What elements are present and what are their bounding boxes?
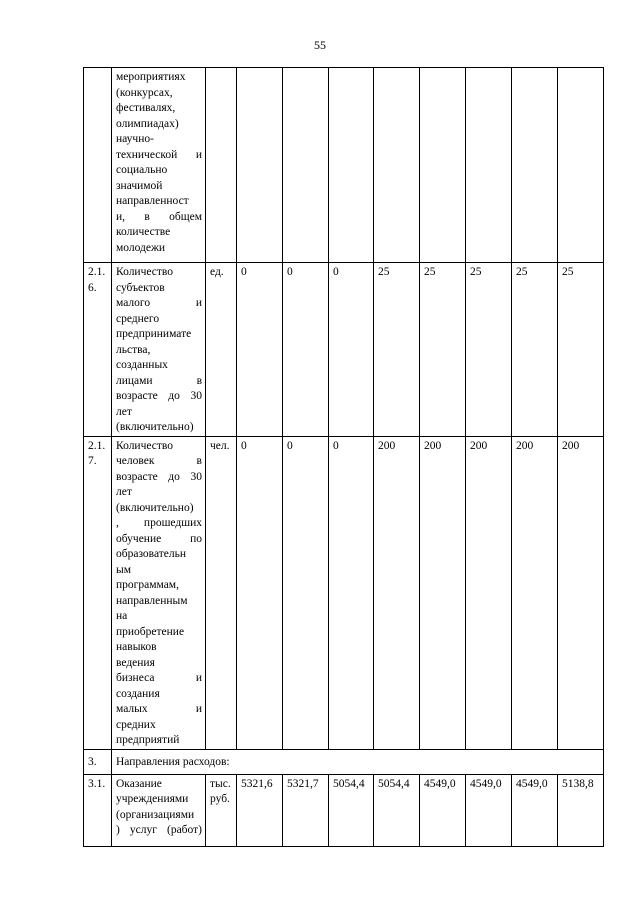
cell-indicator-name: Количество человек в возрасте до 30 лет (включительно) , прошедших обучение по образовательн ым программам, направленным на приобретение навыков ведения бизнеса и создания малых и средних предприятий: [112, 436, 206, 749]
table-row-continuation: [84, 68, 604, 263]
cell-value: 4549,0: [466, 774, 512, 846]
cell-value: 25: [374, 263, 420, 437]
table-row-section-3: [84, 749, 604, 774]
cell-value: 0: [283, 263, 329, 437]
cell-value: 25: [558, 263, 604, 437]
cell-value: 5321,7: [283, 774, 329, 846]
table-row-2-1-7: [84, 436, 604, 749]
cell-num: 3.1.: [84, 774, 112, 846]
cell-value: [283, 68, 329, 263]
cell-unit: [206, 68, 237, 263]
cell-unit: тыс. руб.: [206, 774, 237, 846]
table-row-3-1: [84, 774, 604, 846]
cell-num: 3.: [84, 749, 112, 774]
cell-value: [466, 68, 512, 263]
page-number: 55: [314, 38, 326, 52]
cell-unit: ед.: [206, 263, 237, 437]
cell-num: 2.1. 7.: [84, 436, 112, 749]
table-row-2-1-6: [84, 263, 604, 437]
cell-value: 0: [237, 436, 283, 749]
cell-indicator-name: Оказание учреждениями (организациями ) услуг (работ): [112, 774, 206, 846]
cell-value: 5054,4: [374, 774, 420, 846]
cell-value: 0: [329, 263, 374, 437]
indicators-table: [83, 67, 604, 847]
cell-value: [512, 68, 558, 263]
cell-value: 5321,6: [237, 774, 283, 846]
cell-value: 25: [512, 263, 558, 437]
cell-value: 0: [329, 436, 374, 749]
cell-indicator-name: мероприятиях (конкурсах, фестивалях, олимпиадах) научно- технической и социально значимой направленност и, в общем количестве молодежи: [112, 68, 206, 263]
cell-unit: чел.: [206, 436, 237, 749]
cell-value: 0: [283, 436, 329, 749]
cell-value: 0: [237, 263, 283, 437]
cell-value: 25: [420, 263, 466, 437]
cell-value: 200: [558, 436, 604, 749]
cell-value: [237, 68, 283, 263]
cell-value: [420, 68, 466, 263]
cell-indicator-name: Количество субъектов малого и среднего предпринимате льства, созданных лицами в возрасте до 30 лет (включительно): [112, 263, 206, 437]
cell-value: 4549,0: [420, 774, 466, 846]
cell-value: 200: [512, 436, 558, 749]
cell-value: 200: [374, 436, 420, 749]
cell-value: 200: [420, 436, 466, 749]
section-heading: Направления расходов:: [112, 749, 604, 774]
cell-value: [329, 68, 374, 263]
cell-value: [374, 68, 420, 263]
cell-num: [84, 68, 112, 263]
cell-num: 2.1. 6.: [84, 263, 112, 437]
cell-value: 200: [466, 436, 512, 749]
cell-value: [558, 68, 604, 263]
cell-value: 25: [466, 263, 512, 437]
cell-value: 5054,4: [329, 774, 374, 846]
cell-value: 4549,0: [512, 774, 558, 846]
cell-value: 5138,8: [558, 774, 604, 846]
